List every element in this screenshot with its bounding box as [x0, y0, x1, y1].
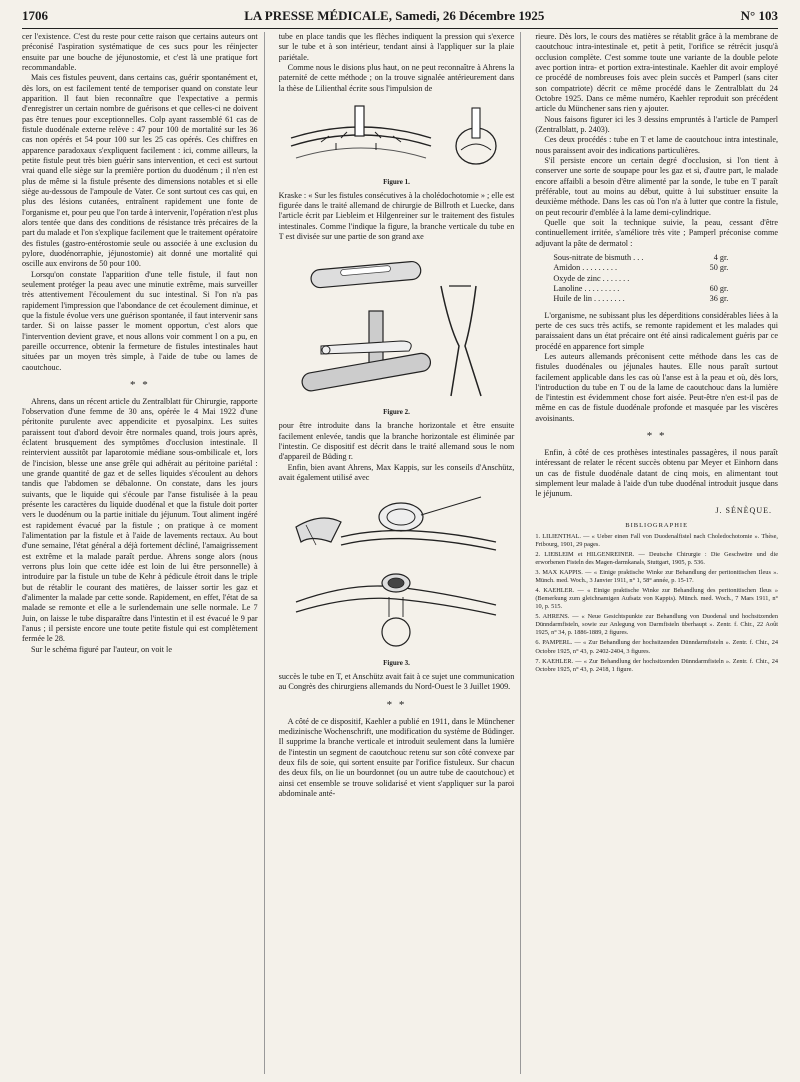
recipe-row [553, 253, 778, 263]
section-separator: * * [129, 378, 150, 391]
recipe-table [553, 253, 778, 305]
recipe-ingredient: Oxyde de zinc . . . . . . . [553, 273, 630, 283]
paragraph: A côté de ce dispositif, Kaehler a publié en 1911, dans le Münchener medizinische Wochenschrift, une modification du système de Büdinger. Il supprime la branche verticale et introduit seulement dans la lumière de l'intestin un segment de caoutchouc retenu sur son côté convexe par deux fils de soie, qui sortent ensuite par l'orifice fistuleux. Sur chacun des deux fils, on lie un bourdonnet (ou un autre tube de caoutchouc) et ainsi cet ensemble se trouve solidarisé et vient s'appliquer sur la paroi abdominale anté- [278, 716, 515, 798]
journal-title: LA PRESSE MÉDICALE, Samedi, 26 Décembre 1925 [244, 8, 545, 23]
figure-2-illustration [281, 246, 511, 406]
paragraph: Comme nous le disions plus haut, on ne peut reconnaître à Ahrens la paternité de cette méthode ; on la trouve signalée antérieurement dans la thèse de Lilienthal écrite sous l'impulsion de [278, 62, 515, 93]
issue-number: N° 103 [740, 8, 778, 23]
recipe-ingredient: Lanoline . . . . . . . . . [553, 283, 620, 293]
section-separator: * * [386, 698, 407, 711]
bibliography [535, 533, 778, 674]
paragraph: S'il persiste encore un certain degré d'occlusion, si l'on tient à conserver une sorte de soupape pour les gaz et si, d'autre part, le malade encore affaibli a besoin d'être alimenté par la sonde, le tube en T paraît préférable, tout au moins au début, quitte à lui substituer ensuite la deuxième méthode. Dans les cas où l'on n'a à lutter que contre la fistule, on peut recourir d'emblée à la lame demi-cylindrique. [535, 155, 778, 217]
recipe-row [553, 284, 778, 294]
bibliography-entry: 7. KAEHLER. — « Zur Behandlung der hochsitzenden Dünndarmfisteln ». Zentr. f. Chir., 24 Octobre 1925, n° 43, p. 2418, 1 figure. [535, 657, 778, 673]
figure-3-caption: Figure 3. [383, 659, 410, 668]
paragraph: L'organisme, ne subissant plus les déperditions considérables liées à la perte de ces sucs très actifs, se remonte rapidement et les malades qui paraissaient dans un état précaire ont été ainsi radicalement guéris par ce procédé en apparence fort simple [535, 310, 778, 351]
figure-1-caption: Figure 1. [383, 177, 410, 186]
bibliography-entry: 2. LIEBLEIM et HILGENREINER. — Deutsche Chirurgie : Die Geschwüre und die erworbenen Fisteln des Magen-darmkanals, Stuttgart, 1905, p. 536. [535, 551, 778, 567]
recipe-row [553, 294, 778, 304]
bibliography-entry: 3. MAX KAPPIS. — « Einige praktische Winke zur Behandlung der peritonitischen Ileus ». Münch. med. Woch., 3 Janvier 1911, n° 1, 58° année, p. 15-17. [535, 569, 778, 585]
paragraph: succès le tube en T, et Anschütz avait fait à ce sujet une communication au Congrès des chirurgiens allemands du Nord-Ouest le 3 Juillet 1909. [278, 672, 515, 692]
paragraph: Enfin, bien avant Ahrens, Max Kappis, sur les conseils d'Anschütz, avait également utilisé avec [278, 462, 515, 482]
bibliography-entry: 1. LILIENTHAL. — « Ueber einen Fall von Duodenalfistel nach Choledochotomie ». Thèse, Fribourg, 1901, 29 pages. [535, 532, 778, 548]
recipe-ingredient: Huile de lin . . . . . . . . [553, 294, 625, 304]
figure-1 [279, 98, 515, 187]
column-1 [22, 32, 265, 1074]
recipe-row [553, 274, 778, 284]
paragraph: Les auteurs allemands préconisent cette méthode dans les cas de fistules duodénales ou jéjunales hautes. Elle nous paraît surtout facilement applicable dans les cas où l'anse est à la peau et où, dès lors, l'introduction du tube en T ou de la lame de caoutchouc dans la lumière de l'intestin est évidemment chose fort aisée. Peut-être n'en est-il pas de même en cas de fistule duodénale profonde et masquée par les viscères avoisinants. [535, 351, 778, 423]
bibliography-entry: 4. KAEHLER. — « Einige praktische Winke zur Behandlung des peritonitischen Ileus » (Bemerkung zum gleichnamigen Aufsatz von Kappis). Münch. med. Woch., 7 Mars 1911, n° 10, p. 515. [535, 587, 778, 611]
paragraph: Ces deux procédés : tube en T et lame de caoutchouc intra intestinale, nous paraissent avoir des indications particulières. [535, 135, 778, 155]
author-signature: J. SÉNÈQUE. [715, 505, 772, 515]
paragraph: Nous faisons figurer ici les 3 dessins empruntés à l'article de Pamperl (Zentralblatt, p. 2403). [535, 114, 778, 134]
paragraph: tube en place tandis que les flèches indiquent la pression qui s'exerce sur le tube et à son intérieur, tendant ainsi à l'appliquer sur la plaie pariétale. [278, 32, 515, 62]
figure-3 [279, 487, 515, 668]
figure-3-illustration [281, 487, 511, 657]
bibliography-entry: 5. AHRENS. — « Neue Gesichtspunkte zur Behandlung von Duodenal und hochsitzenden Dünndarmfisteln, sowie zur Anlegung von Darmfisteln überhaupt ». Zentr. f. Chir., 22 Août 1925, n° 34, p. 1886-1889, 2 figures. [535, 613, 778, 637]
paragraph: Mais ces fistules peuvent, dans certains cas, guérir spontanément et, dès lors, on est facilement tenté de temporiser quand on constate leur apparition. Il faut bien reconnaître que l'expectative a permis d'enregistrer un certain nombre de guérisons et que celles-ci ne doivent pas être tenues pour exceptionnelles. Colp ayant rassemblé 61 cas de fistule duodénale externe relève : 47 pour 100 de mortalité sur les 36 cas non opérés et 54 pour 100 sur les 25 cas opérés. Ces chiffres en apparence paradoxaux s'expliquent facilement : ici, comme ailleurs, la petite fistule peut très bien guérir sans intervention, et ceci est surtout vrai quand elle siège sur la première portion du duodénum ; il n'en est plus de même si la fistule présente des dimensions notables et si elle siège au-dessous de l'ampoule de Vater. Ce sont surtout ces cas qui, en plus des lésions cutanées, entraînent rapidement une fonte de l'organisme et, pour peu que l'on tarde à intervenir, l'opération n'est plus alors tentée que dans des conditions de résistance très précaires de la part du malade et l'on s'explique facilement que le traitement opératoire des fistules (gastro-entérostomie seule ou associée à une exclusion du pylore, duodénorraphie, jéjunostomie) ait donné une mortalité qui oscille aux environs de 50 pour 100. [22, 73, 258, 269]
bibliography-heading: BIBLIOGRAPHIE [625, 521, 689, 529]
paragraph: Kraske : « Sur les fistules consécutives à la cholédochotomie » ; elle est figurée dans le traité allemand de chirurgie de Billroth et Luecke, dans l'article écrit par Liebleim et Hilgenreiner sur le traitement des fistules intestinales. Comme l'indique la figure, la branche verticale du tube en T est divisée sur une partie de son grand axe [278, 190, 515, 242]
paragraph: Ahrens, dans un récent article du Zentralblatt für Chirurgie, rapporte l'observation d'une femme de 30 ans, opérée le 4 Mai 1922 d'une péritonite purulente avec appendicite et pyosalpinx. Les suites paraissent tout d'abord devoir être normales quand, trois jours après, éclatent brusquement des symptômes d'occlusion intestinale. Il reintervient aussitôt par laparotomie médiane sous-ombilicale et, lors de l'incision, blesse une anse grêle qui adhérait au péritoine pariétal : une grande quantité de gaz et de selles liquides s'écoulent au dehors tandis que l'abdomen se débalonne. On constate, dans les jours suivants, que le liquide qui s'écoule par l'anse fistulisée à la peau présente les caractères du liquide duodénal et que la fistule doit porter vers le duodénum ou la partie initiale du jéjunum. Tout aliment ingéré est rapidement évacué par la fistule ; on pratique à ce moment l'alimentation par la fistule et à l'aide de lavements rectaux. Au bout d'une semaine, l'état général a déjà fortement décliné, l'amaigrissement est extrême et la malade paraît perdue. Ahrens songe alors (nous verrons plus loin que cette idée est loin de lui être personnelle) à introduire par la fistule un tube de Kehr à pédicule étroit dans le triple but de rétablir le courant des matières, de laisser sortir les gaz et d'alimenter la malade par cette sonde. Rapidement, en effet, l'état de sa malade se remonte et elle a le surlendemain une selle normale. Le 7 Juin, on laisse le tube disparaître dans l'intestin et il est évacué le 9 par l'anus ; il persiste encore une toute petite fistule qui est complètement fermée le 28. [22, 396, 258, 644]
paragraph: Lorsqu'on constate l'apparition d'une telle fistule, il faut non seulement protéger la peau avec une minutie extrême, mais surveiller très attentivement l'écoulement du suc intestinal. Si l'on n'a pas rapidement l'impression que l'abondance de cet écoulement diminue, et que la fistule évolue vers une guérison spontanée, il faut intervenir sans tarder. Si on laisse passer le moment opportun, c'est alors que l'intervention devient grave, et nous allons voir comment l on a pu, en pareille occurrence, obtenir la fermeture de fistules intestinales haut situées par un moyen très simple, à l'aide de tube ou lames de caoutchouc. [22, 269, 258, 372]
recipe-quantity: 36 gr. [709, 294, 729, 304]
paragraph: Quelle que soit la technique suivie, la peau, cessant d'être continuellement irritée, s'améliore très vite ; Pamperl préconise comme adjuvant la pâte de dermatol : [535, 217, 778, 248]
recipe-ingredient: Amidon . . . . . . . . . [553, 263, 618, 273]
recipe-quantity: 4 gr. [713, 252, 729, 262]
page-number: 1706 [22, 8, 48, 23]
paragraph: pour être introduite dans la branche horizontale et être ensuite facilement enlevée, tandis que la branche horizontale est éliminée par l'intestin. Ce dispositif est décrit dans le traité allemand sous le nom d'appareil de Büding r. [278, 421, 515, 462]
recipe-quantity: 60 gr. [709, 283, 729, 293]
figure-2-caption: Figure 2. [383, 408, 410, 417]
column-3 [535, 32, 778, 1074]
recipe-quantity: 50 gr. [709, 263, 729, 273]
paragraph: cer l'existence. C'est du reste pour cette raison que certains auteurs ont préconisé l'aspiration systématique de ces sucs pour les réinjecter ensuite par une bouche de jéjunostomie, et c'est là une pratique fort recommandable. [22, 32, 258, 72]
paragraph: Sur le schéma figuré par l'auteur, on voit le [31, 644, 172, 654]
paragraph: Enfin, à côté de ces prothèses intestinales passagères, il nous paraît intéressant de relater le récent succès obtenu par Meyer et Einhorn dans un cas de fistule duodénale datant de cinq mois, en alimentant tout simplement leur malade à l'aide d'un tube duodénal introduit jusque dans le jéjunum. [535, 448, 778, 499]
figure-2 [279, 246, 515, 417]
page-header [22, 4, 778, 29]
section-separator: * * [646, 430, 667, 443]
column-2 [279, 32, 522, 1074]
recipe-row [553, 263, 778, 273]
bibliography-entry: 6. PAMPERL. — « Zur Behandlung der hochsitzenden Dünndarmfisteln ». Zentr. f. Chir., 24 Octobre 1925, n° 43, p. 2402-2404, 3 figures. [535, 639, 778, 655]
recipe-ingredient: Sous-nitrate de bismuth . . . [553, 252, 644, 262]
paragraph: rieure. Dès lors, le cours des matières se rétablit grâce à la membrane de caoutchouc intra-intestinale et, petit à petit, l'orifice se rétrécit jusqu'à occlusion complète. C'est somme toute une variante de la double pelote avec portion intra- et portion extra-intestinale. Kaehler dit avoir employé ce procédé de nombreuses fois avec plein succès et Pamperl (sans citer son compatriote) décrit ce même procédé dans le Zentralblatt du 24 Octobre 1925. Dans ce même numéro, Kaehler reproduit son précédent article du Münchener sans rien y ajouter. [535, 32, 778, 114]
article-columns [22, 32, 778, 1074]
recipe-quantity [678, 274, 728, 284]
figure-1-illustration [281, 98, 511, 176]
